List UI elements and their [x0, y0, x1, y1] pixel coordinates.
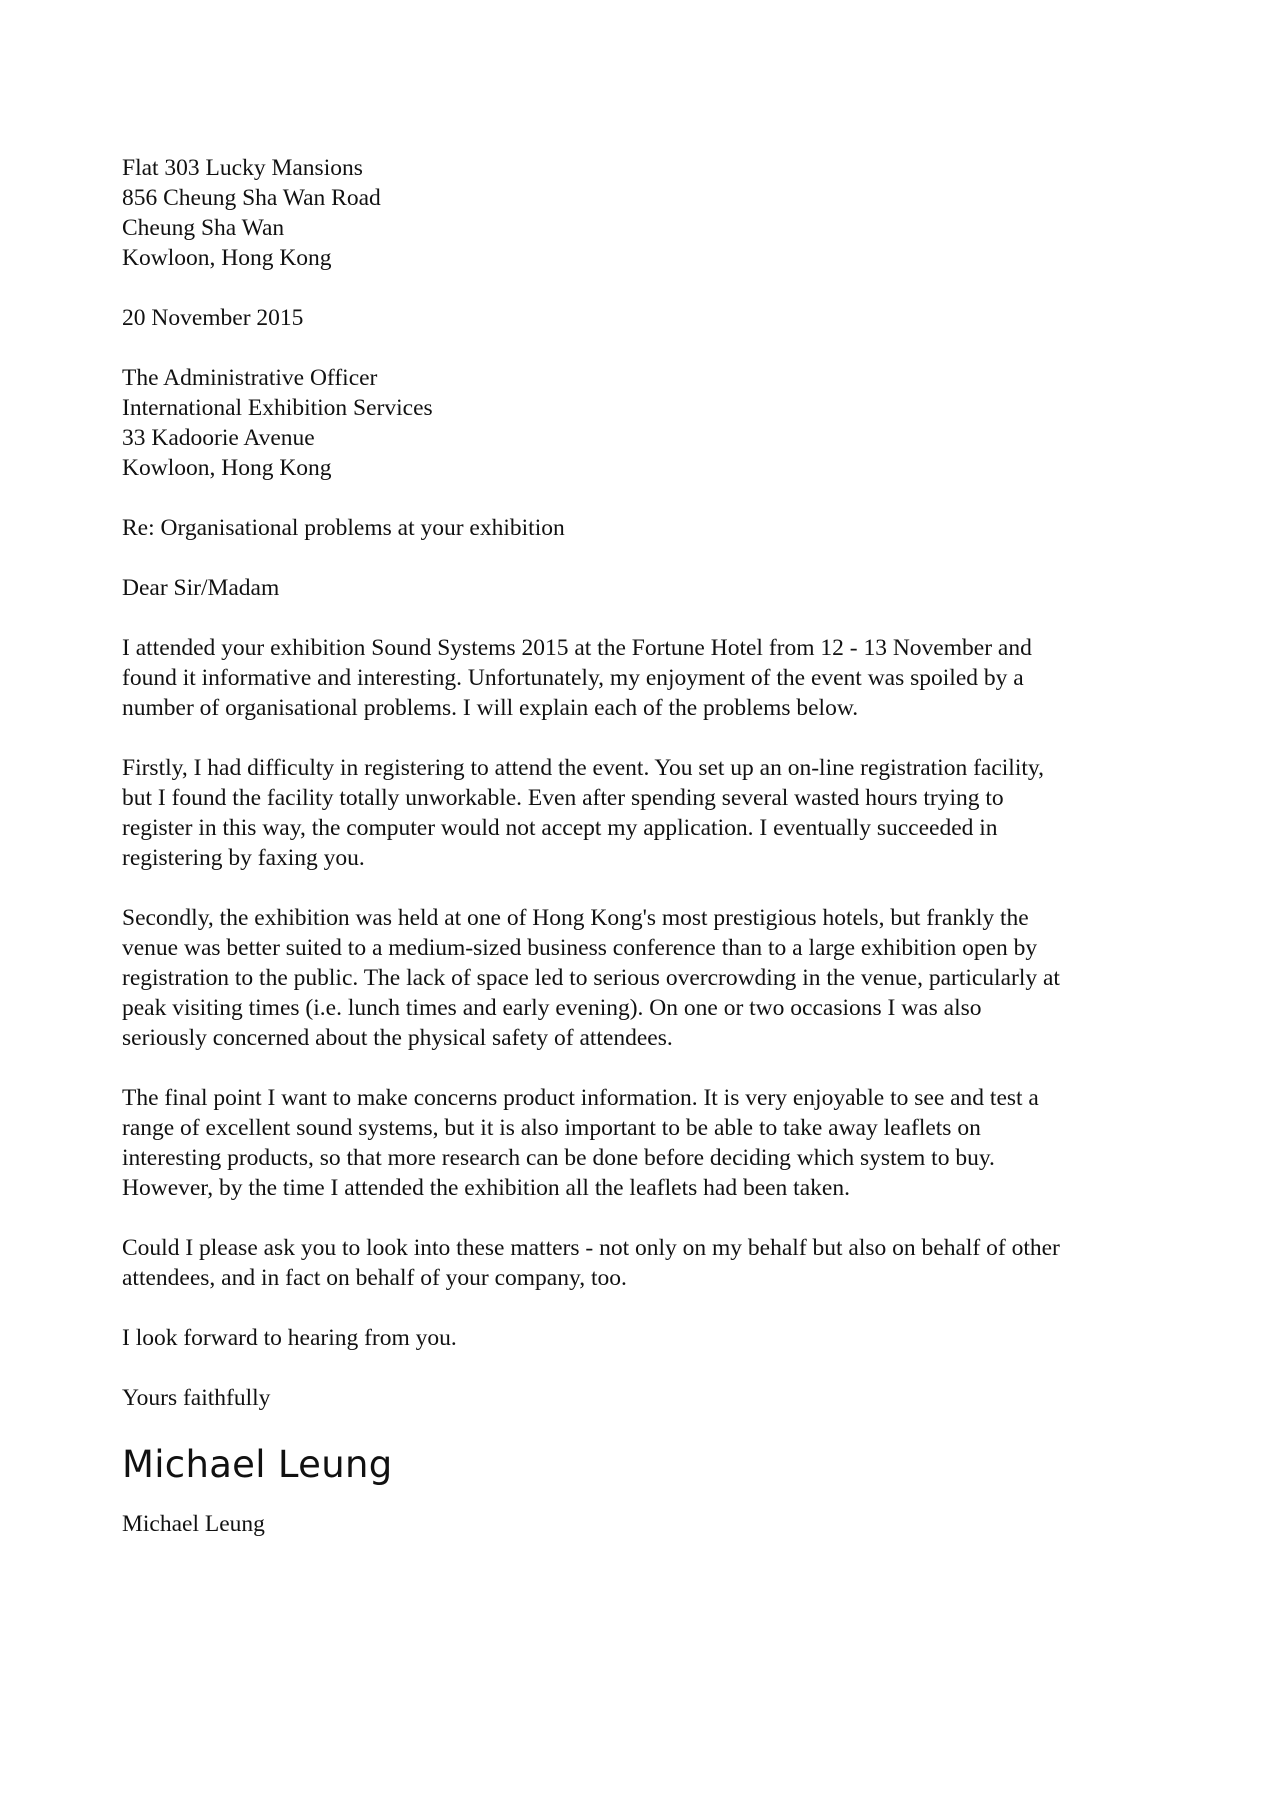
paragraph-line: However, by the time I attended the exhibition all the leaflets had been taken. — [122, 1175, 850, 1201]
subject-line — [122, 513, 1172, 543]
paragraph-line: Could I please ask you to look into these matters - not only on my behalf but also on behalf of other — [122, 1235, 1060, 1261]
paragraph-line: I attended your exhibition Sound Systems 2015 at the Fortune Hotel from 12 - 13 November and — [122, 635, 1032, 661]
paragraph-line: number of organisational problems. I will explain each of the problems below. — [122, 695, 859, 721]
body-paragraph-5 — [122, 1233, 1172, 1293]
paragraph-line: found it informative and interesting. Unfortunately, my enjoyment of the event was spoiled by a — [122, 665, 1024, 691]
salutation-text: Dear Sir/Madam — [122, 575, 280, 601]
paragraph-line: I look forward to hearing from you. — [122, 1325, 457, 1351]
printed-name-text: Michael Leung — [122, 1511, 265, 1537]
printed-name — [122, 1509, 1172, 1539]
recipient-address-line: The Administrative Officer — [122, 365, 378, 391]
paragraph-line: The final point I want to make concerns product information. It is very enjoyable to see and test a — [122, 1085, 1039, 1111]
letter-date — [122, 303, 1172, 333]
sender-address-line: Kowloon, Hong Kong — [122, 245, 332, 271]
body-paragraph-4 — [122, 1083, 1172, 1203]
salutation — [122, 573, 1172, 603]
signature: Michael Leung — [122, 1443, 393, 1486]
paragraph-line: range of excellent sound systems, but it is also important to be able to take away leaflets on — [122, 1115, 981, 1141]
sender-address-line: Cheung Sha Wan — [122, 215, 285, 241]
subject-text: Re: Organisational problems at your exhibition — [122, 515, 565, 541]
body-paragraph-1 — [122, 633, 1172, 723]
body-paragraph-6 — [122, 1323, 1172, 1353]
paragraph-line: Secondly, the exhibition was held at one of Hong Kong's most prestigious hotels, but frankly the — [122, 905, 1029, 931]
recipient-address — [122, 363, 1172, 483]
body-paragraph-2 — [122, 753, 1172, 873]
paragraph-line: venue was better suited to a medium-sized business conference than to a large exhibition open by — [122, 935, 1038, 961]
closing — [122, 1383, 1172, 1413]
paragraph-line: attendees, and in fact on behalf of your company, too. — [122, 1265, 627, 1291]
paragraph-line: peak visiting times (i.e. lunch times and early evening). On one or two occasions I was also — [122, 995, 982, 1021]
sender-address-line: 856 Cheung Sha Wan Road — [122, 185, 381, 211]
paragraph-line: seriously concerned about the physical safety of attendees. — [122, 1025, 673, 1051]
date-text: 20 November 2015 — [122, 305, 304, 331]
paragraph-line: registering by faxing you. — [122, 845, 365, 871]
paragraph-line: Firstly, I had difficulty in registering to attend the event. You set up an on-line registration facility, — [122, 755, 1044, 781]
recipient-address-line: International Exhibition Services — [122, 395, 433, 421]
closing-text: Yours faithfully — [122, 1385, 271, 1411]
sender-address — [122, 153, 1172, 273]
paragraph-line: registration to the public. The lack of space led to serious overcrowding in the venue, particularly at — [122, 965, 1060, 991]
paragraph-line: register in this way, the computer would not accept my application. I eventually succeeded in — [122, 815, 998, 841]
paragraph-line: but I found the facility totally unworkable. Even after spending several wasted hours trying to — [122, 785, 1004, 811]
recipient-address-line: 33 Kadoorie Avenue — [122, 425, 315, 451]
recipient-address-line: Kowloon, Hong Kong — [122, 455, 332, 481]
sender-address-line: Flat 303 Lucky Mansions — [122, 155, 363, 181]
body-paragraph-3 — [122, 903, 1172, 1053]
paragraph-line: interesting products, so that more research can be done before deciding which system to buy. — [122, 1145, 995, 1171]
letter — [122, 153, 1172, 1569]
